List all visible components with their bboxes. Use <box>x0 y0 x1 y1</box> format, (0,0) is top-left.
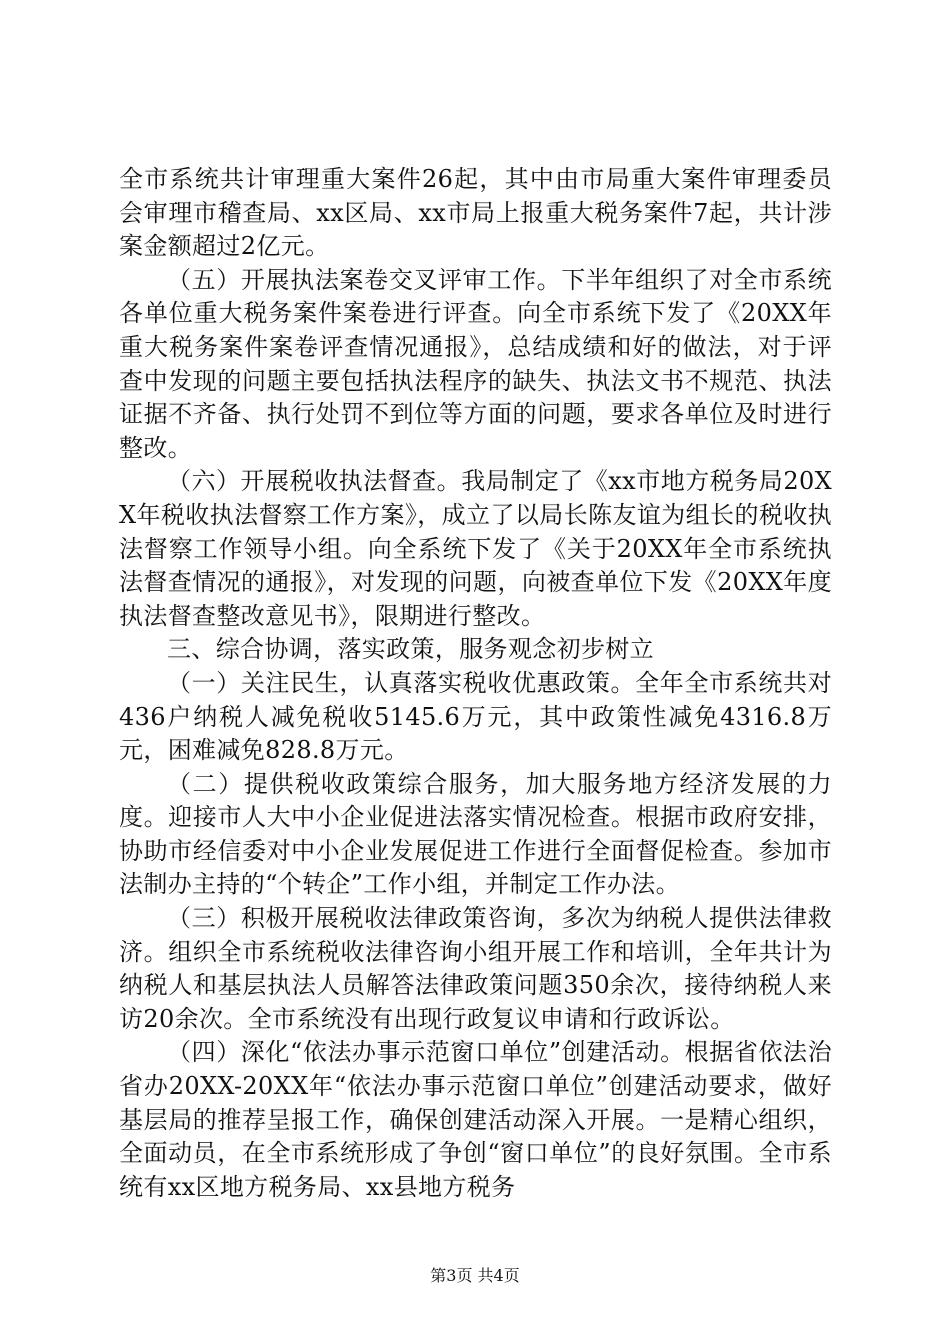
paragraph-subsection-two: （二）提供税收政策综合服务，加大服务地方经济发展的力度。迎接市人大中小企业促进法落实情况检查。根据市政府安排，协助市经信委对中小企业发展促进工作进行全面督促检查。参加市法制办主持的“个转企”工作小组，并制定工作办法。 <box>119 769 832 899</box>
paragraph-section-five: （五）开展执法案卷交叉评审工作。下半年组织了对全市系统各单位重大税务案件案卷进行评查。向全市系统下发了《20XX年重大税务案件案卷评查情况通报》，总结成绩和好的做法，对于评查中发现的问题主要包括执法程序的缺失、执法文书不规范、执法证据不齐备、执行处罚不到位等方面的问题，要求各单位及时进行整改。 <box>119 265 832 462</box>
page-number-label: 第3页 共4页 <box>430 1266 520 1285</box>
section-heading-three: 三、综合协调，落实政策，服务观念初步树立 <box>167 635 654 664</box>
document-body <box>119 163 832 1204</box>
paragraph-subsection-one: （一）关注民生，认真落实税收优惠政策。全年全市系统共对436户纳税人减免税收5145.6万元，其中政策性减免4316.8万元，困难减免828.8万元。 <box>119 668 832 765</box>
paragraph-subsection-four: （四）深化“依法办事示范窗口单位”创建活动。根据省依法治省办20XX-20XX年“依法办事示范窗口单位”创建活动要求，做好基层局的推荐呈报工作，确保创建活动深入开展。一是精心组织，全面动员，在全市系统形成了争创“窗口单位”的良好氛围。全市系统有xx区地方税务局、xx县地方税务 <box>119 1038 832 1201</box>
paragraph-case-review-summary: 全市系统共计审理重大案件26起，其中由市局重大案件审理委员会审理市稽查局、xx区局、xx市局上报重大税务案件7起，共计涉案金额超过2亿元。 <box>119 165 832 261</box>
page-footer <box>0 1266 950 1286</box>
paragraph-section-six: （六）开展税收执法督查。我局制定了《xx市地方税务局20XX年税收执法督察工作方案》，成立了以局长陈友谊为组长的税收执法督察工作领导小组。向全系统下发了《关于20XX年全市系统执法督查情况的通报》，对发现的问题，向被查单位下发《20XX年度执法督查整改意见书》，限期进行整改。 <box>119 467 832 630</box>
paragraph-subsection-three: （三）积极开展税收法律政策咨询，多次为纳税人提供法律救济。组织全市系统税收法律咨询小组开展工作和培训，全年共计为纳税人和基层执法人员解答法律政策问题350余次，接待纳税人来访20余次。全市系统没有出现行政复议申请和行政诉讼。 <box>119 904 832 1033</box>
